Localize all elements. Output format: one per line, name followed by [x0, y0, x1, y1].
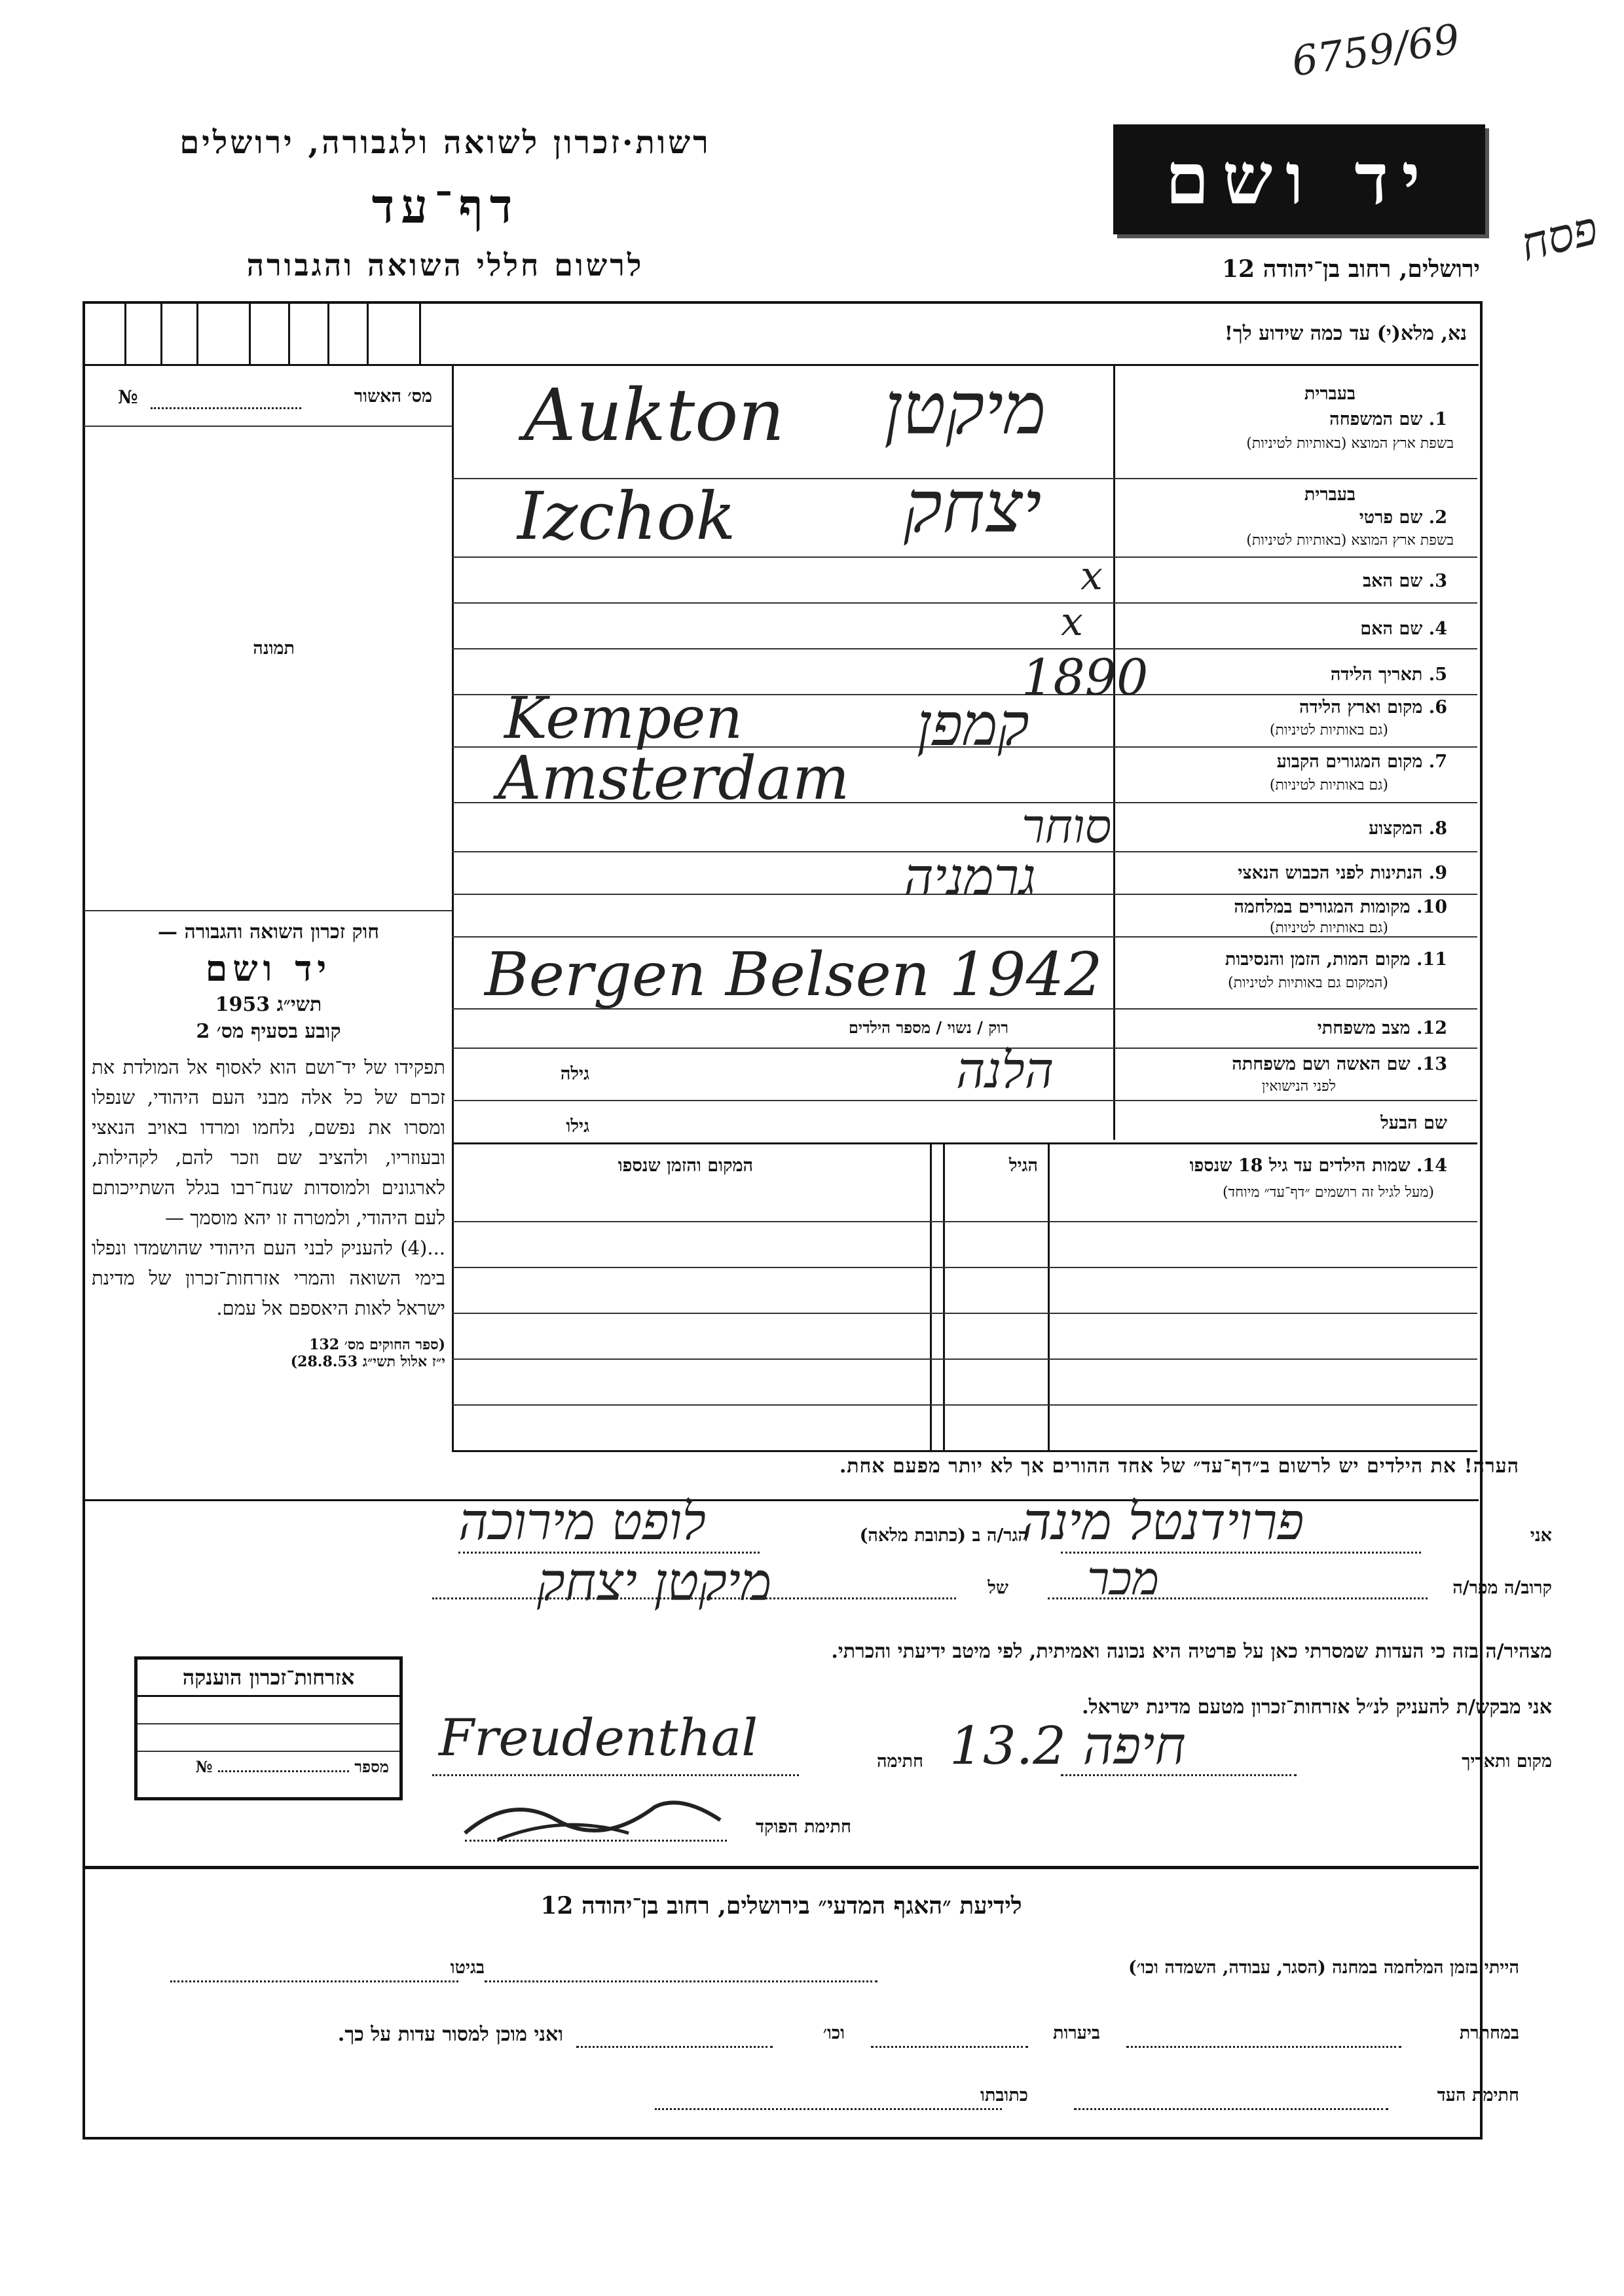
f6-sub: (גם באותיות לטיניות): [1269, 722, 1388, 738]
f11-label: 11. מקום המות, הזמן והנסיבות: [1225, 949, 1447, 970]
wife-name-value: הלנה: [956, 1041, 1054, 1099]
f6-label: 6. מקום וארץ הלידה: [1299, 697, 1447, 718]
law-block: [92, 917, 445, 1370]
citizenship-no-prefix: №: [195, 1757, 213, 1776]
address-label: הגר/ה ב (כתובת מלאה): [859, 1525, 1028, 1546]
f11-sub: (המקום גם באותיות לטיניות): [1228, 975, 1388, 991]
of-value: מיקטן יצחק: [537, 1552, 772, 1613]
yad-vashem-logo: [1113, 124, 1485, 234]
birth-place-latin: Kempen: [504, 684, 743, 752]
f8-label: 8. המקצוע: [1369, 818, 1447, 839]
first-name-latin: Izchok: [517, 478, 736, 555]
top-note: נא, מלא(י) עד כמה שידוע לך!: [1224, 322, 1467, 345]
f14-label: 14. שמות הילדים עד גיל 18 שנספו: [1189, 1156, 1447, 1176]
husband-age-label: גילו: [566, 1116, 589, 1137]
law-year: תשי״ג 1953: [215, 993, 322, 1016]
archive-number-annotation: 6759/69: [1289, 14, 1463, 86]
declarant-address: לופט מירוכה: [458, 1493, 707, 1552]
law-title: חוק זכרון השואה והגבורה —: [158, 920, 379, 943]
law-clause: קובע בסעיף מס׳ 2: [196, 1020, 341, 1043]
logo-text: יד ושם: [1165, 138, 1433, 221]
birth-place-hebrew: קמפן: [917, 691, 1029, 759]
col-age: הגיל: [1008, 1156, 1038, 1176]
f7-label: 7. מקום המגורים הקבוע: [1276, 752, 1447, 772]
relation-label: קרוב/ה מפר/ה: [1452, 1578, 1552, 1598]
relation-value: מכר: [1087, 1552, 1160, 1605]
footer-line2-d: ואני מוכן למסור עדות על כך.: [337, 2023, 563, 2046]
f14-sub: (מעל לגיל זה רושמים ״דף־עד״ מיוחד): [1222, 1184, 1434, 1201]
profession-value: סוחר: [1022, 799, 1112, 854]
f13-sub: לפני הנישואין: [1261, 1078, 1336, 1095]
col-place: המקום והזמן שנספו: [618, 1156, 753, 1176]
of-label: של: [987, 1578, 1008, 1598]
death-place-value: Bergen Belsen 1942: [485, 939, 1103, 1010]
footer-line2-a: במחתרת: [1459, 2023, 1519, 2043]
f12-options: רוק / נשוי / מספר הילדים: [848, 1018, 1008, 1037]
mother-value: x: [1061, 599, 1083, 645]
f1-sub: בשפת ארץ המוצא (באותיות לטיניות): [1246, 435, 1454, 452]
law-body: תפקידו של יד־ושם הוא לאסוף אל המולדת את זכרם של כל אלה מבני העם היהודי, שנפלו ומסרו את נפשם, נלחמו ומרדו באויב הנאצי ובעוזריו, ולהציב שם וזכר להם, לקהילות, לארגונים ולמוסדות שנח־רבו בגלל השתייכותם לעם היהודי, ולמטרה זו יהא מוסמך —: [92, 1056, 445, 1229]
footer-line1-b: בגיטו: [450, 1958, 485, 1978]
address-line: ירושלים, רחוב בן־יהודה 12: [1221, 255, 1480, 283]
place-date-label: מקום ותאריך: [1462, 1751, 1552, 1772]
law-source: (ספר החוקים מס׳ 132 י״ז אלול תשי״ג 28.8.53): [290, 1336, 445, 1370]
citizenship-no-label: מספר: [354, 1757, 389, 1776]
footer-line3-a: חתימת העד: [1437, 2085, 1519, 2105]
declarant-name: פרוידנטל מינה: [1022, 1493, 1304, 1552]
f5-label: 5. תאריך הלידה: [1330, 665, 1447, 685]
statement-1: מצהיר/ה בזה כי העדות שמסרתי כאן על פרטיה היא נכונה ואמיתית, לפי מיטב ידיעתי והכרתי.: [831, 1640, 1552, 1663]
footer-title: לידיעת ״האגף המדעי״ בירושלים, רחוב בן־יהודה 12: [540, 1892, 1022, 1920]
place-date-value: חיפה 13.2: [950, 1715, 1186, 1776]
approval-no-prefix: №: [118, 386, 138, 408]
authority-line: רשות·זכרון לשואה ולגבורה, ירושלים: [179, 124, 711, 161]
f3-label: 3. שם האב: [1363, 571, 1447, 591]
f1-label: 1. שם המשפחה: [1329, 409, 1447, 429]
in-hebrew-2: בעברית: [1304, 484, 1356, 505]
residence-latin: Amsterdam: [498, 743, 850, 813]
law-name: יד ושם: [205, 947, 332, 989]
left-column-divider: [452, 364, 454, 1451]
i-label: אני: [1530, 1525, 1552, 1546]
signature-label: חתימה: [876, 1751, 923, 1772]
approval-no-label: מס׳ האשור: [354, 386, 432, 407]
f4-label: 4. שם האם: [1360, 619, 1447, 639]
footer-line2-b: ביערות: [1052, 2023, 1100, 2043]
declarant-signature: Freudenthal: [439, 1709, 758, 1768]
f13-label: 13. שם האשה ושם משפחתה: [1232, 1054, 1447, 1074]
handwritten-mark: פסח: [1515, 200, 1604, 272]
form-subtitle: לרשום חללי השואה והגבורה: [246, 247, 644, 283]
footer-line2-c: וכו׳: [822, 2023, 845, 2043]
citizenship-box: [134, 1656, 403, 1800]
note-line: הערה! את הילדים יש לרשום ב״דף־עד״ של אחד ההורים אך לא יותר מפעם אחת.: [839, 1455, 1519, 1478]
footer-line3-b: כתובתו: [980, 2085, 1028, 2105]
f2-label: 2. שם פרטי: [1359, 507, 1447, 528]
surname-hebrew: מיקטן: [884, 367, 1046, 450]
surname-latin: Aukton: [524, 373, 785, 457]
form-title: דף־עד: [371, 178, 519, 234]
citizenship-box-title: אזרחות־זכרון הוענקה: [138, 1660, 399, 1697]
f9-label: 9. הנתינות לפני הכבוש הנאצי: [1238, 863, 1447, 883]
f7-sub: (גם באותיות לטיניות): [1269, 777, 1388, 793]
officer-signature-label: חתימת הפוקד: [756, 1817, 851, 1837]
statement-2: אני מבקש/ת להעניק לנ״ל אזרחות־זכרון מטעם מדינת ישראל.: [1082, 1696, 1552, 1719]
first-name-hebrew: יצחק: [904, 465, 1042, 549]
in-hebrew-1: בעברית: [1304, 384, 1356, 404]
husband-label: שם הבעל: [1380, 1113, 1447, 1133]
footer-line1-a: הייתי בזמן המלחמה במחנה (הסגר, עבודה, השמדה וכו׳): [1128, 1958, 1519, 1978]
label-column-divider: [1113, 364, 1115, 1140]
photo-label: תמונה: [253, 638, 295, 659]
f12-label: 12. מצב משפחתי: [1317, 1018, 1447, 1038]
father-value: x: [1080, 553, 1103, 599]
f10-label: 10. מקומות המגורים במלחמה: [1234, 897, 1447, 917]
wife-age-label: גילה: [560, 1064, 589, 1084]
nationality-value: גרמניה: [904, 848, 1036, 907]
f10-sub: (גם באותיות לטיניות): [1269, 920, 1388, 936]
f2-sub: בשפת ארץ המוצא (באותיות לטיניות): [1246, 532, 1454, 549]
officer-signature-scribble: [458, 1781, 733, 1846]
law-clause-4: ...(4) להעניק לבני העם היהודי שהושמדו ונפלו בימי השואה והמרי אזרחות־זכרון של מדינת ישראל לאות היאספם אל עמם.: [92, 1237, 445, 1319]
birth-date-value: 1890: [1022, 648, 1149, 706]
